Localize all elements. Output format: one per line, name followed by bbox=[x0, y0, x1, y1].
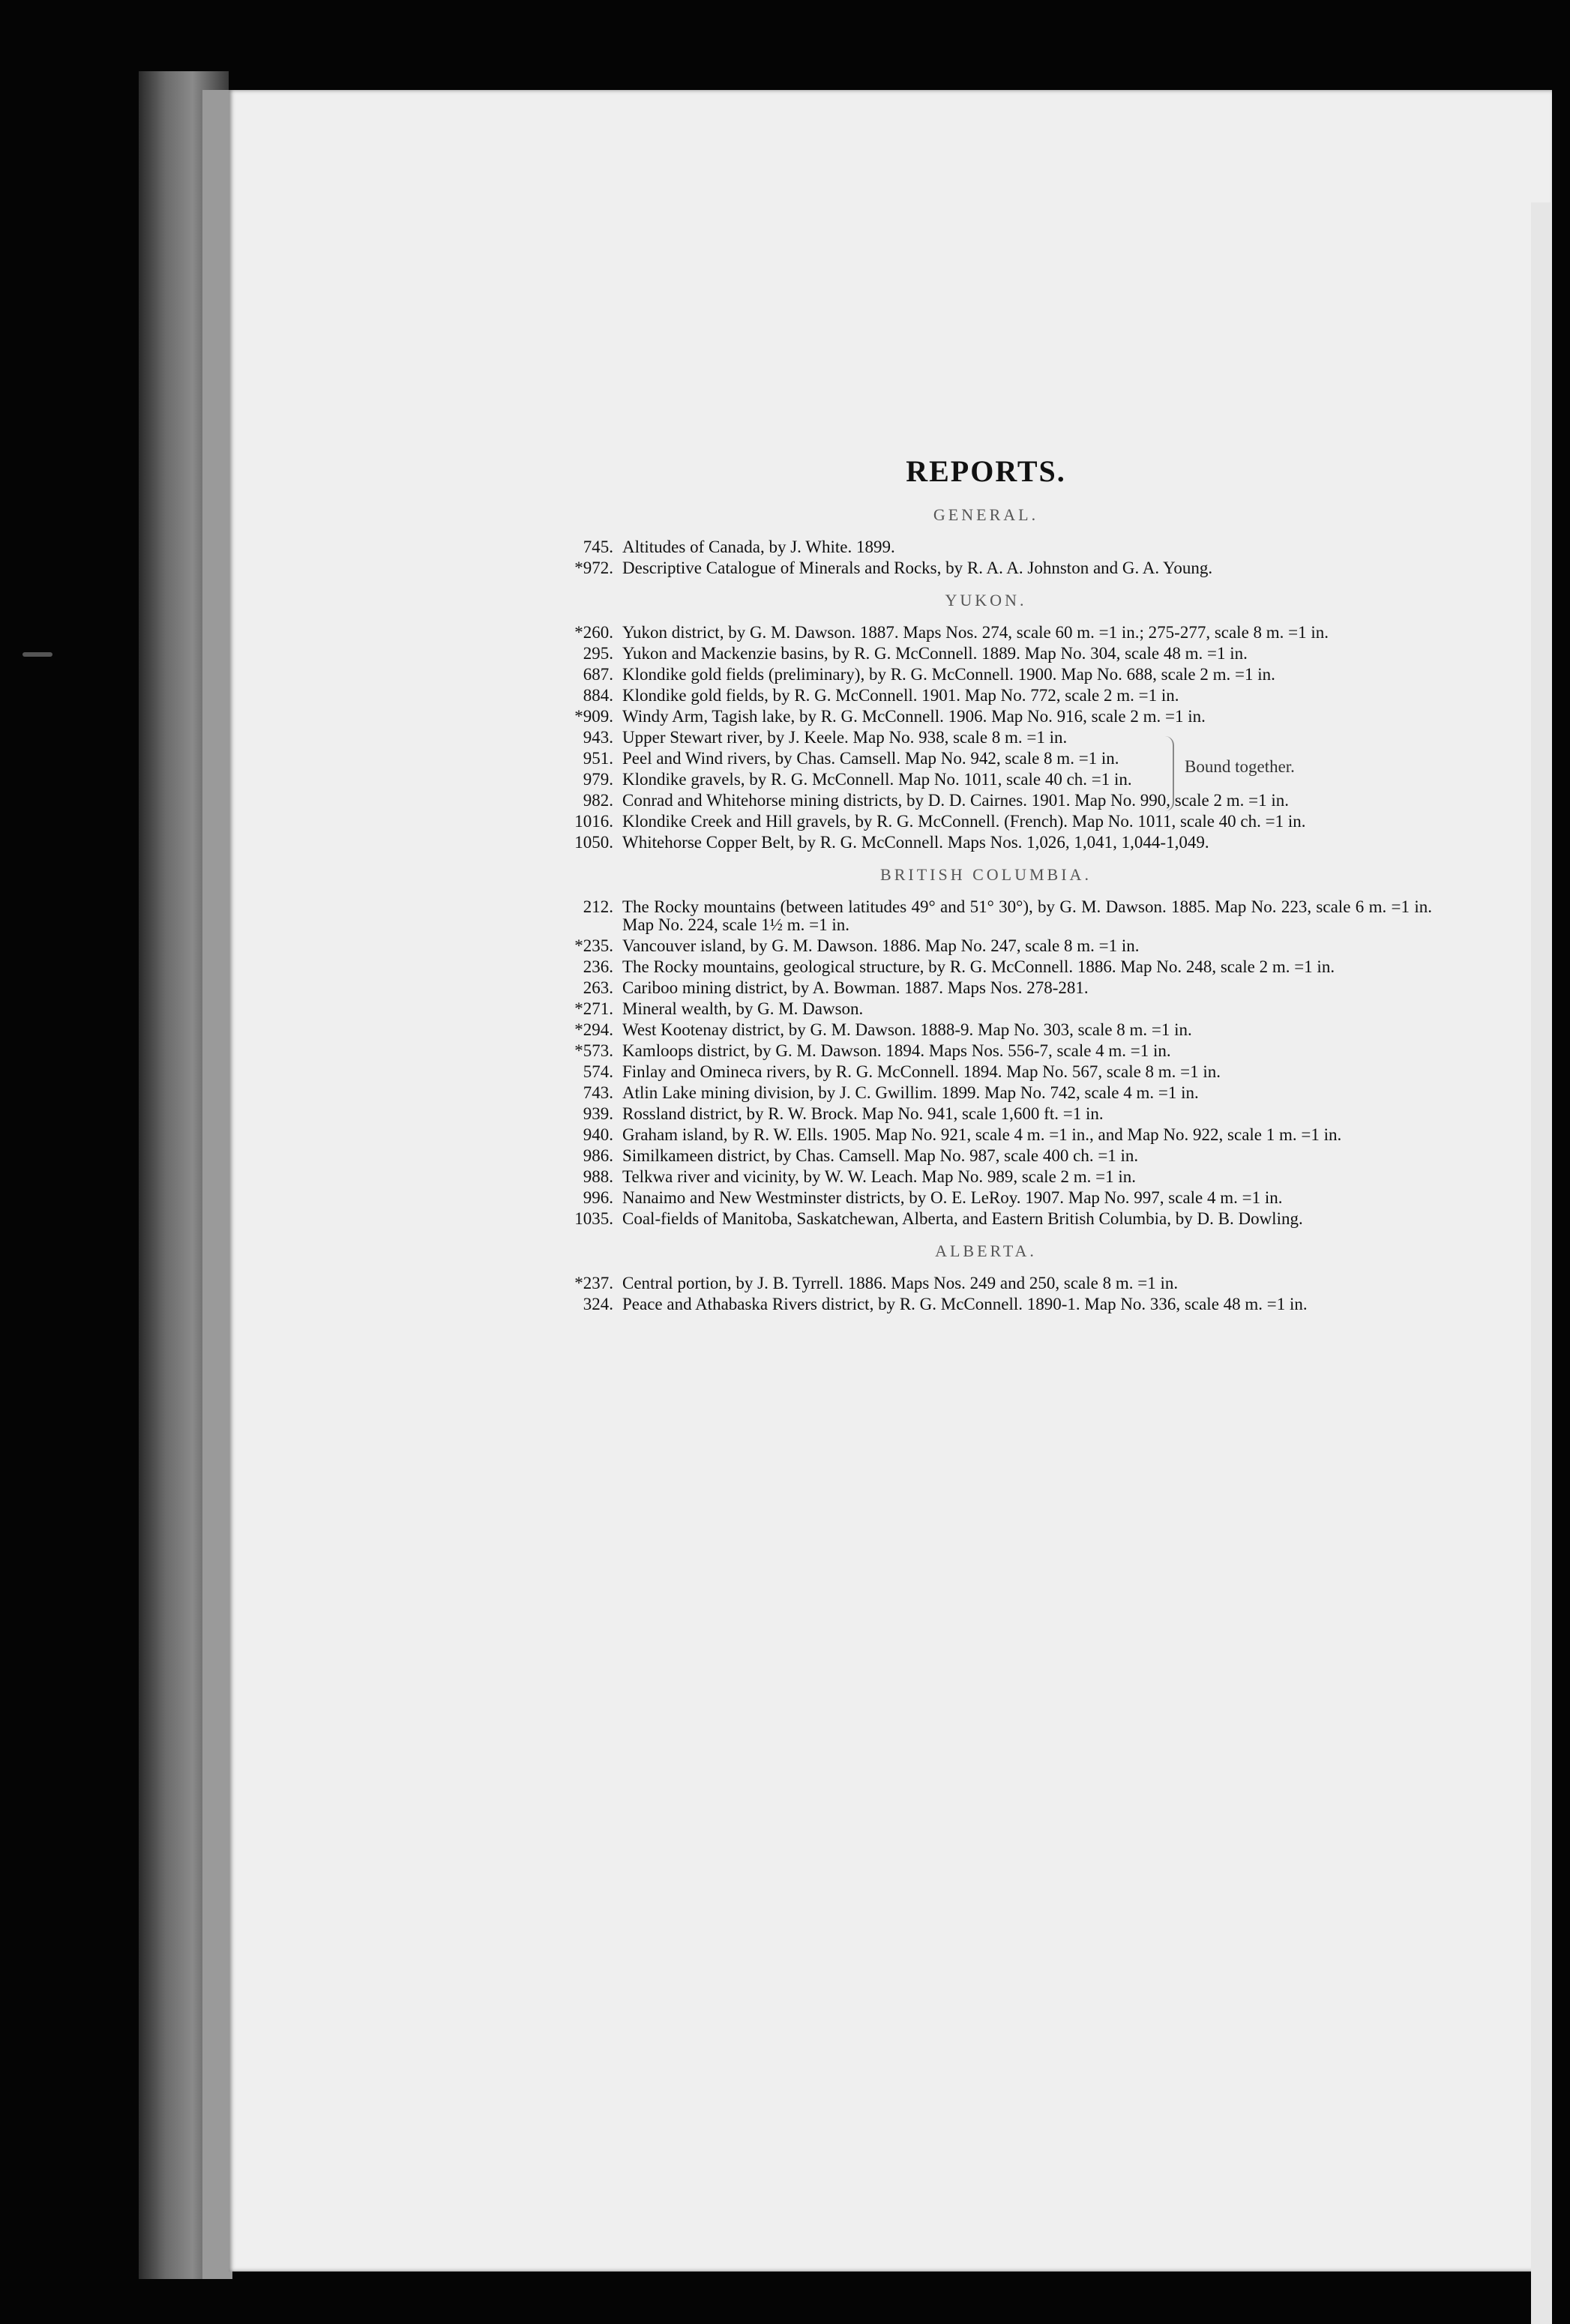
report-text: Coal-fields of Manitoba, Saskatchewan, Alberta, and Eastern British Columbia, by D. B. Dowling. bbox=[622, 1209, 1303, 1228]
report-text: Graham island, by R. W. Ells. 1905. Map No. 921, scale 4 m. =1 in., and Map No. 922, scale 1 m. =1 in. bbox=[622, 1125, 1342, 1144]
report-entry bbox=[540, 834, 1432, 852]
report-entry bbox=[540, 559, 1432, 577]
bound-together-note: Bound together. bbox=[1185, 757, 1295, 776]
report-text: Upper Stewart river, by J. Keele. Map No. 938, scale 8 m. =1 in. bbox=[622, 728, 1068, 747]
report-text: Kamloops district, by G. M. Dawson. 1894. Maps Nos. 556-7, scale 4 m. =1 in. bbox=[622, 1041, 1171, 1060]
report-number: 943. bbox=[583, 728, 613, 747]
report-number: 743. bbox=[583, 1083, 613, 1102]
report-text: The Rocky mountains (between latitudes 49° and 51° 30°), by G. M. Dawson. 1885. Map No. 223, scale 6 m. =1 in. Map No. 224, scale 1½ m. =1 in. bbox=[622, 897, 1432, 934]
report-text: Peel and Wind rivers, by Chas. Camsell. Map No. 942, scale 8 m. =1 in. bbox=[622, 749, 1119, 768]
scan-artifact bbox=[22, 652, 52, 657]
section-heading: BRITISH COLUMBIA. bbox=[880, 865, 1092, 884]
report-entry bbox=[540, 1274, 1432, 1292]
report-entry bbox=[540, 937, 1432, 955]
report-text: Klondike gold fields, by R. G. McConnell. 1901. Map No. 772, scale 2 m. =1 in. bbox=[622, 686, 1179, 705]
section-yukon bbox=[540, 591, 1432, 852]
report-number: 1050. bbox=[574, 833, 613, 852]
section-general bbox=[540, 505, 1432, 577]
report-entry bbox=[540, 624, 1432, 642]
report-number: 263. bbox=[583, 978, 613, 997]
report-text: Nanaimo and New Westminster districts, by O. E. LeRoy. 1907. Map No. 997, scale 4 m. =1 in. bbox=[622, 1188, 1283, 1207]
report-number: 940. bbox=[583, 1125, 613, 1144]
report-entry bbox=[540, 645, 1432, 663]
report-number: 236. bbox=[583, 957, 613, 976]
report-text: Finlay and Omineca rivers, by R. G. McConnell. 1894. Map No. 567, scale 8 m. =1 in. bbox=[622, 1062, 1221, 1081]
report-text: Windy Arm, Tagish lake, by R. G. McConnell. 1906. Map No. 916, scale 2 m. =1 in. bbox=[622, 707, 1206, 726]
section-british-columbia bbox=[540, 865, 1432, 1228]
report-number: *573. bbox=[574, 1041, 613, 1060]
report-text: Whitehorse Copper Belt, by R. G. McConnell. Maps Nos. 1,026, 1,041, 1,044-1,049. bbox=[622, 833, 1209, 852]
report-text: Mineral wealth, by G. M. Dawson. bbox=[622, 999, 864, 1018]
report-number: *972. bbox=[574, 559, 613, 577]
report-number: 951. bbox=[583, 749, 613, 768]
report-text: Rossland district, by R. W. Brock. Map No. 941, scale 1,600 ft. =1 in. bbox=[622, 1104, 1104, 1123]
report-entry bbox=[540, 958, 1432, 976]
report-text: Central portion, by J. B. Tyrrell. 1886. Maps Nos. 249 and 250, scale 8 m. =1 in. bbox=[622, 1274, 1179, 1292]
report-entry bbox=[540, 1189, 1432, 1207]
report-number: 996. bbox=[583, 1188, 613, 1207]
report-entry bbox=[540, 538, 1432, 556]
report-entry bbox=[540, 1168, 1432, 1186]
section-heading: YUKON. bbox=[945, 591, 1027, 609]
report-entry bbox=[540, 898, 1432, 934]
facing-page-edge bbox=[1531, 202, 1552, 2324]
report-entry bbox=[540, 1042, 1432, 1060]
report-number: 212. bbox=[583, 897, 613, 916]
report-number: 745. bbox=[583, 538, 613, 556]
report-number: 986. bbox=[583, 1146, 613, 1165]
report-number: 979. bbox=[583, 770, 613, 789]
report-text: Atlin Lake mining division, by J. C. Gwillim. 1899. Map No. 742, scale 4 m. =1 in. bbox=[622, 1083, 1199, 1102]
report-entry bbox=[540, 1147, 1432, 1165]
report-entry bbox=[540, 687, 1432, 705]
report-number: 982. bbox=[583, 791, 613, 810]
report-number: 1016. bbox=[574, 812, 613, 831]
report-text: Klondike gravels, by R. G. McConnell. Map No. 1011, scale 40 ch. =1 in. bbox=[622, 770, 1132, 789]
report-number: 1035. bbox=[574, 1209, 613, 1228]
report-text: Yukon district, by G. M. Dawson. 1887. Maps Nos. 274, scale 60 m. =1 in.; 275-277, scale 8 m. =1 in. bbox=[622, 623, 1329, 642]
report-text: The Rocky mountains, geological structure, by R. G. McConnell. 1886. Map No. 248, scale 2 m. =1 in. bbox=[622, 957, 1335, 976]
report-text: Telkwa river and vicinity, by W. W. Leach. Map No. 989, scale 2 m. =1 in. bbox=[622, 1167, 1137, 1186]
report-entry bbox=[540, 1084, 1432, 1102]
report-number: *237. bbox=[574, 1274, 613, 1292]
report-text: Yukon and Mackenzie basins, by R. G. McConnell. 1889. Map No. 304, scale 48 m. =1 in. bbox=[622, 644, 1248, 663]
report-text: Vancouver island, by G. M. Dawson. 1886. Map No. 247, scale 8 m. =1 in. bbox=[622, 936, 1140, 955]
report-entry bbox=[540, 1105, 1432, 1123]
report-text: Klondike gold fields (preliminary), by R. G. McConnell. 1900. Map No. 688, scale 2 m. =1 in. bbox=[622, 665, 1275, 684]
page-edge bbox=[202, 90, 232, 2279]
report-number: 939. bbox=[583, 1104, 613, 1123]
report-entry bbox=[540, 979, 1432, 997]
report-entry bbox=[540, 708, 1432, 726]
report-entry bbox=[540, 771, 1432, 789]
report-number: *235. bbox=[574, 936, 613, 955]
report-text: Klondike Creek and Hill gravels, by R. G. McConnell. (French). Map No. 1011, scale 40 ch. =1 in. bbox=[622, 812, 1306, 831]
report-entry bbox=[540, 1000, 1432, 1018]
report-number: 295. bbox=[583, 644, 613, 663]
report-text: Descriptive Catalogue of Minerals and Rocks, by R. A. A. Johnston and G. A. Young. bbox=[622, 559, 1213, 577]
page-title: REPORTS. bbox=[906, 454, 1066, 488]
report-number: *294. bbox=[574, 1020, 613, 1039]
report-text: Peace and Athabaska Rivers district, by R. G. McConnell. 1890-1. Map No. 336, scale 48 m. =1 in. bbox=[622, 1295, 1308, 1313]
report-entry bbox=[540, 792, 1432, 810]
report-entry bbox=[540, 1021, 1432, 1039]
bound-together-group bbox=[540, 728, 1432, 776]
page-content bbox=[540, 454, 1432, 1316]
report-entry bbox=[540, 1126, 1432, 1144]
report-text: Cariboo mining district, by A. Bowman. 1887. Maps Nos. 278-281. bbox=[622, 978, 1089, 997]
report-number: 884. bbox=[583, 686, 613, 705]
report-text: Altitudes of Canada, by J. White. 1899. bbox=[622, 538, 895, 556]
report-number: 687. bbox=[583, 665, 613, 684]
report-entry bbox=[540, 1210, 1432, 1228]
report-number: 324. bbox=[583, 1295, 613, 1313]
report-number: 988. bbox=[583, 1167, 613, 1186]
report-text: Similkameen district, by Chas. Camsell. Map No. 987, scale 400 ch. =1 in. bbox=[622, 1146, 1139, 1165]
report-entry bbox=[540, 1295, 1432, 1313]
report-text: West Kootenay district, by G. M. Dawson. 1888-9. Map No. 303, scale 8 m. =1 in. bbox=[622, 1020, 1192, 1039]
report-text: Conrad and Whitehorse mining districts, by D. D. Cairnes. 1901. Map No. 990, scale 2 m. =1 in. bbox=[622, 791, 1289, 810]
report-entry bbox=[540, 729, 1162, 747]
report-number: *909. bbox=[574, 707, 613, 726]
report-entry bbox=[540, 666, 1432, 684]
section-heading: ALBERTA. bbox=[935, 1241, 1037, 1260]
report-number: *271. bbox=[574, 999, 613, 1018]
report-entry bbox=[540, 750, 1162, 768]
report-entry bbox=[540, 1063, 1432, 1081]
report-number: 574. bbox=[583, 1062, 613, 1081]
report-entry bbox=[540, 813, 1432, 831]
section-alberta bbox=[540, 1241, 1432, 1313]
section-heading: GENERAL. bbox=[933, 505, 1039, 524]
report-number: *260. bbox=[574, 623, 613, 642]
